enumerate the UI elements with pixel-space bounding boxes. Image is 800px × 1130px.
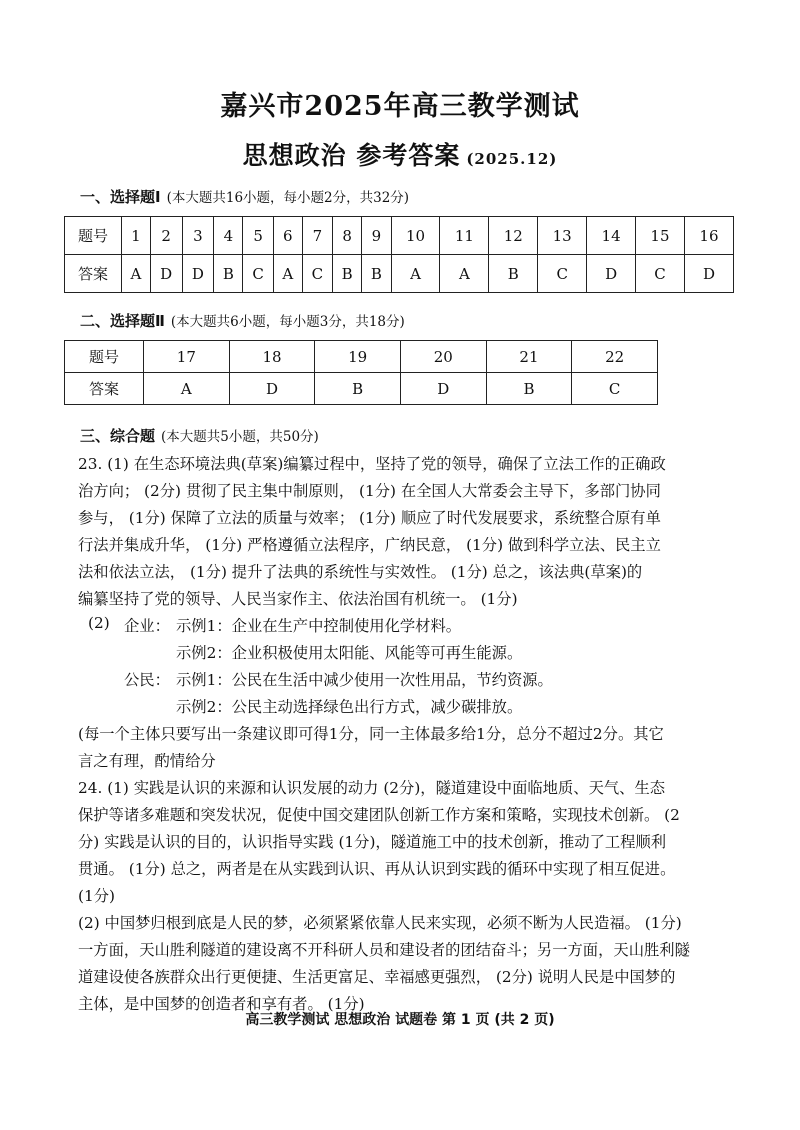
answer-cell: C	[538, 255, 587, 293]
q24-line: (2) 中国梦归根到底是人民的梦，必须紧紧依靠人民来实现，必须不断为人民造福。 (1分)	[78, 914, 682, 932]
question-number-cell: 6	[273, 217, 302, 255]
section3-note: (本大题共5小题，共50分)	[161, 429, 319, 445]
answer-cell: C	[636, 255, 685, 293]
question-number-cell: 20	[400, 341, 486, 373]
q23-line: 行法并集成升华， (1分) 严格遵循立法程序，广纳民意， (1分) 做到科学立法、民主立	[78, 536, 661, 554]
section3-title: 三、综合题	[80, 427, 156, 445]
answer-cell: D	[229, 373, 315, 405]
question-number-cell: 12	[489, 217, 538, 255]
q24-line: 一方面，天山胜利隧道的建设离不开科研人员和建设者的团结奋斗；另一方面，天山胜利隧	[78, 941, 690, 959]
answer-cell: B	[315, 373, 401, 405]
question-number-cell: 3	[182, 217, 214, 255]
question-number-cell: 22	[572, 341, 658, 373]
section3-heading	[80, 425, 319, 446]
scoring-note-line-2: 言之有理，酌情给分	[78, 752, 216, 770]
q24-line: 主体，是中国梦的创造者和享有者。 (1分)	[78, 995, 365, 1013]
question-number-cell: 15	[636, 217, 685, 255]
answer-cell: D	[150, 255, 182, 293]
subtitle-text: 思想政治 参考答案	[242, 141, 461, 170]
question-number-cell: 13	[538, 217, 587, 255]
question-number-cell: 8	[333, 217, 362, 255]
table2-answer-row	[65, 373, 658, 405]
q24-line: 贯通。 (1分) 总之，两者是在从实践到认识、再从认识到实践的循环中实现了相互促进。	[78, 860, 676, 878]
scoring-note-line-1: (每一个主体只要写出一条建议即可得1分，同一主体最多给1分，总分不超过2分。其它	[78, 725, 664, 743]
exam-date: (2025.12)	[466, 150, 558, 168]
answer-cell: D	[182, 255, 214, 293]
section1-title: 一、选择题Ⅰ	[80, 188, 161, 206]
citizen-example-2: 示例2：公民主动选择绿色出行方式，减少碳排放。	[176, 698, 523, 716]
q23-line: 编纂坚持了党的领导、人民当家作主、依法治国有机统一。 (1分)	[78, 590, 518, 608]
q24-line: (1分)	[78, 887, 115, 905]
section2-heading	[80, 310, 405, 331]
question-number-cell: 17	[144, 341, 230, 373]
citizen-example-1: 示例1：公民在生活中减少使用一次性用品，节约资源。	[176, 671, 553, 689]
table1-answer-header: 答案	[65, 255, 122, 293]
q24-line: 24. (1) 实践是认识的来源和认识发展的动力 (2分)，隧道建设中面临地质、天气、生态	[78, 779, 666, 797]
answer-cell: A	[273, 255, 302, 293]
answer-cell: B	[486, 373, 572, 405]
answer-cell: A	[440, 255, 489, 293]
question-number-cell: 2	[150, 217, 182, 255]
question-number-cell: 21	[486, 341, 572, 373]
q23-line: 参与， (1分) 保障了立法的质量与效率； (1分) 顺应了时代发展要求，系统整合原有单	[78, 509, 661, 527]
answer-cell: C	[243, 255, 273, 293]
citizen-label: 公民：	[124, 671, 170, 689]
answer-cell: A	[144, 373, 230, 405]
page-subtitle	[0, 136, 800, 172]
answer-cell: A	[391, 255, 440, 293]
enterprise-label: 企业：	[124, 617, 170, 635]
answer-cell: D	[400, 373, 486, 405]
section1-note: (本大题共16小题，每小题2分，共32分)	[166, 190, 410, 206]
question-number-cell: 10	[391, 217, 440, 255]
question-number-cell: 9	[362, 217, 391, 255]
answer-cell: D	[684, 255, 733, 293]
table1-number-row	[65, 217, 734, 255]
question-number-cell: 16	[684, 217, 733, 255]
answer-cell: B	[362, 255, 391, 293]
section2-note: (本大题共6小题，每小题3分，共18分)	[170, 314, 405, 330]
q23-line: 治方向； (2分) 贯彻了民主集中制原则， (1分) 在全国人大常委会主导下，多部门协同	[78, 482, 661, 500]
q23-line: 23. (1) 在生态环境法典(草案)编纂过程中，坚持了党的领导，确保了立法工作的正确政	[78, 455, 666, 473]
answer-cell: B	[489, 255, 538, 293]
answer-cell: C	[302, 255, 332, 293]
answer-cell: C	[572, 373, 658, 405]
question-number-cell: 4	[214, 217, 243, 255]
answer-cell: B	[333, 255, 362, 293]
q23-2-label: (2)	[88, 614, 110, 632]
question-number-cell: 7	[302, 217, 332, 255]
table2-number-header: 题号	[65, 341, 144, 373]
question-number-cell: 19	[315, 341, 401, 373]
enterprise-example-1: 示例1：企业在生产中控制使用化学材料。	[176, 617, 462, 635]
table2-number-row	[65, 341, 658, 373]
question-number-cell: 5	[243, 217, 273, 255]
section1-heading	[80, 186, 409, 207]
page-title: 嘉兴市2025年高三教学测试	[220, 91, 580, 122]
question-number-cell: 11	[440, 217, 489, 255]
answer-cell: B	[214, 255, 243, 293]
q24-line: 道建设使各族群众出行更便捷、生活更富足、幸福感更强烈， (2分) 说明人民是中国梦的	[78, 968, 676, 986]
question-number-cell: 1	[122, 217, 151, 255]
q24-line: 分) 实践是认识的目的，认识指导实践 (1分)，隧道施工中的技术创新，推动了工程顺利	[78, 833, 667, 851]
section2-title: 二、选择题Ⅱ	[80, 312, 165, 330]
answer-table-1	[64, 216, 734, 293]
page-footer: 高三教学测试 思想政治 试题卷 第 1 页 (共 2 页)	[245, 1012, 555, 1028]
q24-line: 保护等诸多难题和突发状况，促使中国交建团队创新工作方案和策略，实现技术创新。 (2	[78, 806, 680, 824]
answer-table-2	[64, 340, 658, 405]
question-number-cell: 18	[229, 341, 315, 373]
q23-line: 法和依法立法， (1分) 提升了法典的系统性与实效性。 (1分) 总之，该法典(草案)的	[78, 563, 643, 581]
table2-answer-header: 答案	[65, 373, 144, 405]
table1-answer-row	[65, 255, 734, 293]
answer-cell: A	[122, 255, 151, 293]
enterprise-example-2: 示例2：企业积极使用太阳能、风能等可再生能源。	[176, 644, 523, 662]
table1-number-header: 题号	[65, 217, 122, 255]
question-number-cell: 14	[587, 217, 636, 255]
answer-cell: D	[587, 255, 636, 293]
